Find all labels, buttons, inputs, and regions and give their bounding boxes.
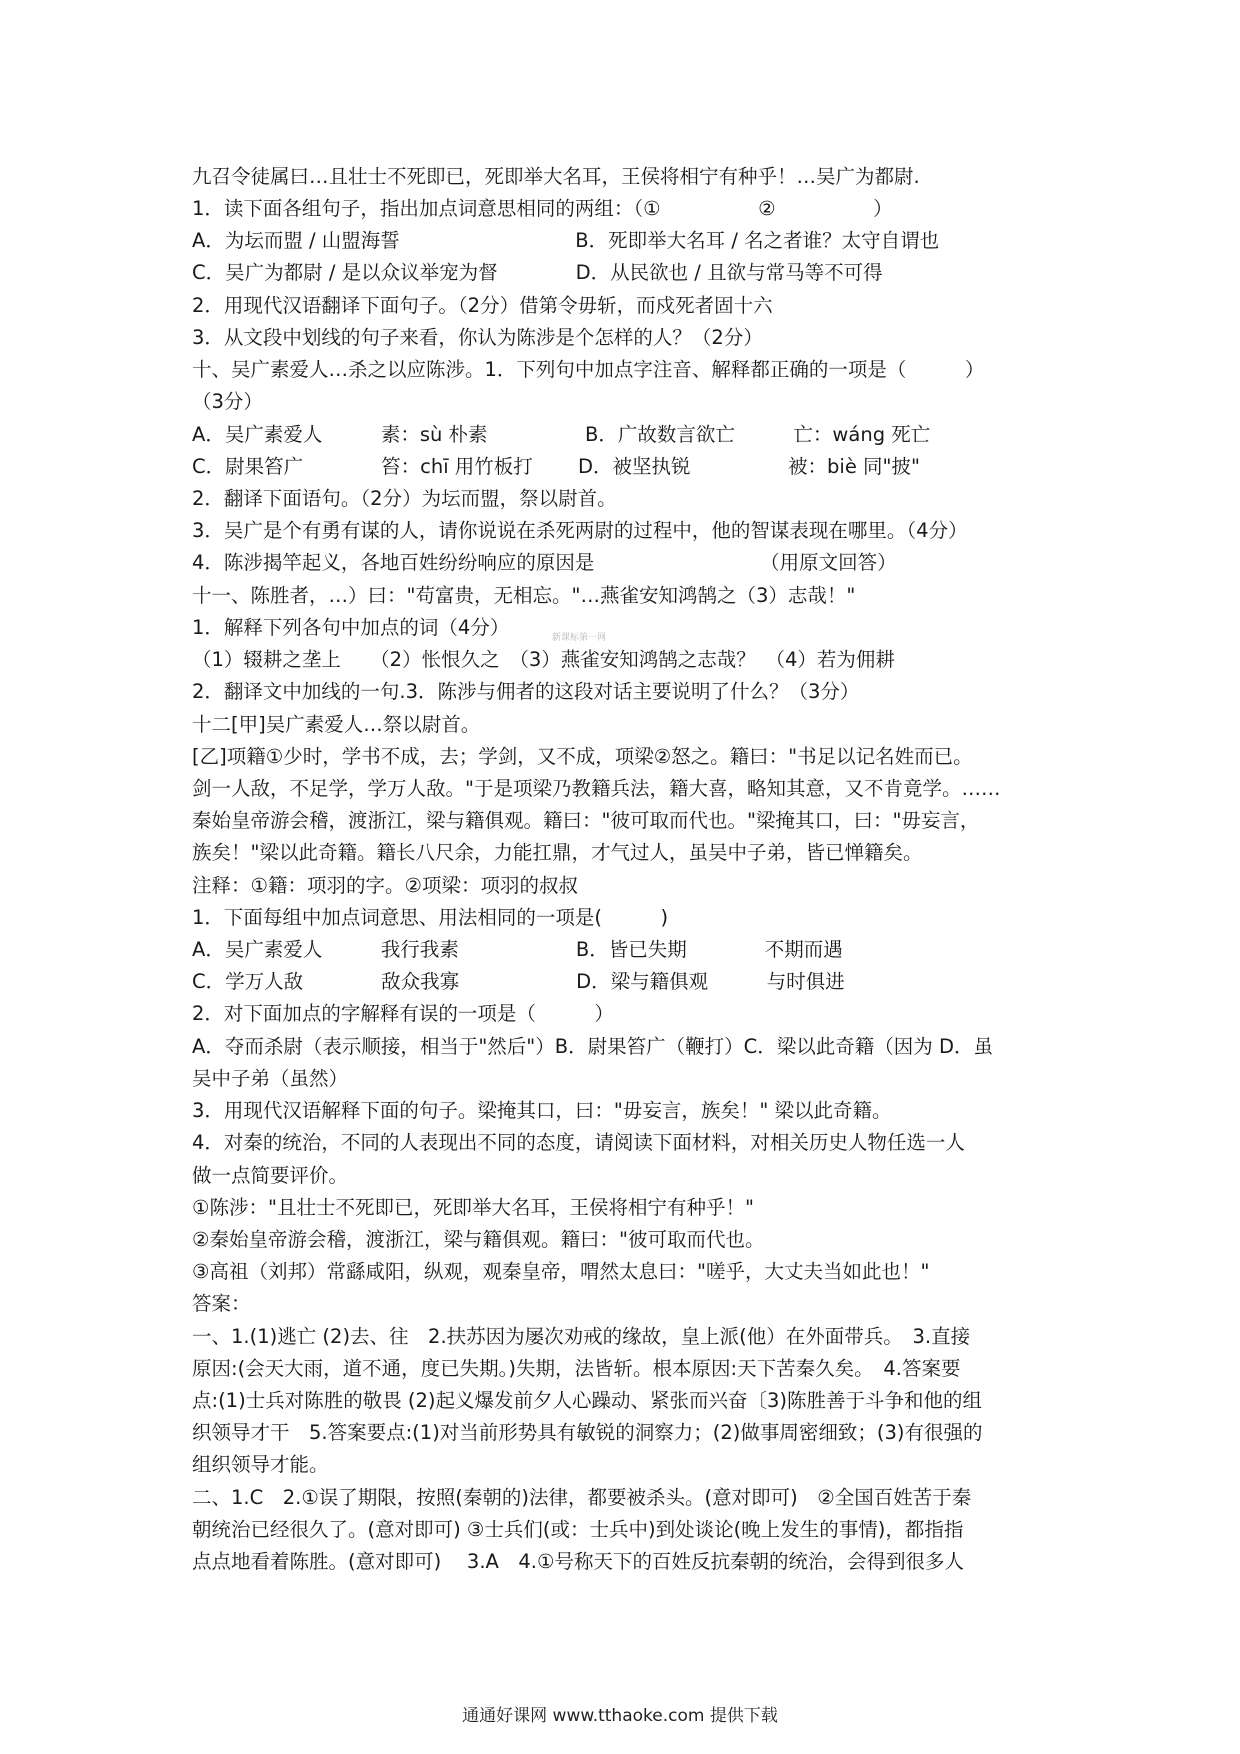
text-line: 4．陈涉揭竿起义，各地百姓纷纷响应的原因是 （用原文回答） (192, 551, 897, 574)
text-line: 3．从文段中划线的句子来看，你认为陈涉是个怎样的人？（2分） (192, 326, 763, 349)
text-line: 注释：①籍：项羽的字。②项梁：项羽的叔叔 (192, 874, 578, 897)
text-line: 1．解释下列各句中加点的词（4分） (192, 616, 510, 639)
text-line: 3．吴广是个有勇有谋的人，请你说说在杀死两尉的过程中，他的智谋表现在哪里。（4分） (192, 519, 968, 542)
text-line: ③高祖（刘邦）常繇咸阳，纵观，观秦皇帝，喟然太息曰："嗟乎，大丈夫当如此也！" (192, 1260, 930, 1283)
text-line: 十、吴广素爱人…杀之以应陈涉。1．下列句中加点字注音、解释都正确的一项是（ ） (192, 358, 985, 381)
text-line: A．吴广素爱人 素：sù 朴素 B．广故数言欲亡 亡：wáng 死亡 (192, 423, 931, 446)
text-line: C．学万人敌 敌众我寡 D．梁与籍俱观 与时俱进 (192, 970, 845, 993)
text-line: 一、1.(1)逃亡 (2)去、往 2.扶苏因为屡次劝戒的缘故，皇上派(他）在外面带兵。 3.直接 (192, 1325, 971, 1348)
text-line: 十一、陈胜者，…）曰："苟富贵，无相忘。"…燕雀安知鸿鹄之（3）志哉！" (192, 584, 856, 607)
text-line: A．夺而杀尉（表示顺接，相当于"然后"）B．尉果笞广（鞭打）C．梁以此奇籍（因为 D．虽 (192, 1035, 993, 1058)
text-line: 族矣！"梁以此奇籍。籍长八尺余，力能扛鼎，才气过人，虽吴中子弟，皆已惮籍矣。 (192, 841, 923, 864)
text-line: A．为坛而盟 / 山盟海誓 B．死即举大名耳 / 名之者谁？太守自谓也 (192, 229, 940, 252)
text-line: 3．用现代汉语解释下面的句子。梁掩其口，曰："毋妄言，族矣！" 梁以此奇籍。 (192, 1099, 892, 1122)
text-line: （1）辍耕之垄上 （2）怅恨久之 （3）燕雀安知鸿鹄之志哉？ （4）若为佣耕 (192, 648, 895, 671)
text-line: 2．用现代汉语翻译下面句子。（2分）借第令毋斩，而戍死者固十六 (192, 294, 773, 317)
text-line: 2．翻译下面语句。（2分）为坛而盟，祭以尉首。 (192, 487, 617, 510)
text-line: 做一点简要评价。 (192, 1164, 349, 1187)
text-line: 十二[甲]吴广素爱人…祭以尉首。 (192, 713, 481, 736)
text-line: 1．读下面各组句子，指出加点词意思相同的两组：（① ② ） (192, 197, 893, 220)
text-line: 秦始皇帝游会稽，渡浙江，梁与籍俱观。籍曰："彼可取而代也。"梁掩其口，曰："毋妄言， (192, 809, 980, 832)
watermark-stamp: 新课标第一网 (552, 633, 607, 643)
text-line: 吴中子弟（虽然） (192, 1067, 349, 1090)
text-line: 剑一人敌，不足学，学万人敌。"于是项梁乃教籍兵法，籍大喜，略知其意，又不肯竟学。…… (192, 777, 1001, 800)
text-line: 九召令徒属曰…且壮士不死即已，死即举大名耳，王侯将相宁有种乎！…吴广为都尉. (192, 165, 920, 188)
text-line: 二、1.C 2.①误了期限，按照(秦朝的)法律，都要被杀头。(意对即可) ②全国百姓苦于秦 (192, 1486, 972, 1509)
text-line: 点点地看着陈胜。(意对即可) 3.A 4.①号称天下的百姓反抗秦朝的统治，会得到很多人 (192, 1550, 964, 1573)
text-line: ②秦始皇帝游会稽，渡浙江，梁与籍俱观。籍曰："彼可取而代也。 (192, 1228, 765, 1251)
text-line: 2．翻译文中加线的一句.3．陈涉与佣者的这段对话主要说明了什么？（3分） (192, 680, 860, 703)
text-line: C．吴广为都尉 / 是以众议举宠为督 D．从民欲也 / 且欲与常马等不可得 (192, 261, 883, 284)
text-line: 答案： (192, 1292, 251, 1315)
text-line: A．吴广素爱人 我行我素 B．皆已失期 不期而遇 (192, 938, 843, 961)
text-line: 织领导才干 5.答案要点:(1)对当前形势具有敏锐的洞察力；(2)做事周密细致；(3)有很强的 (192, 1421, 983, 1444)
text-line: C．尉果笞广 笞：chī 用竹板打 D．被坚执锐 被：biè 同"披" (192, 455, 920, 478)
text-line: [乙]项籍①少时，学书不成，去；学剑，又不成，项梁②怒之。籍曰："书足以记名姓而已。 (192, 745, 973, 768)
text-line: 朝统治已经很久了。(意对即可) ③士兵们(或：士兵中)到处谈论(晚上发生的事情)，都指指 (192, 1518, 964, 1541)
text-line: 点:(1)士兵对陈胜的敬畏 (2)起义爆发前夕人心躁动、紧张而兴奋〔3)陈胜善于斗争和他的组 (192, 1389, 983, 1412)
text-line: （3分） (192, 390, 263, 413)
text-line: 组织领导才能。 (192, 1453, 329, 1476)
text-line: ①陈涉："且壮士不死即已，死即举大名耳，王侯将相宁有种乎！" (192, 1196, 754, 1219)
text-line: 1．下面每组中加点词意思、用法相同的一项是( ) (192, 906, 669, 929)
page-footer: 通通好课网 www.tthaoke.com 提供下载 (462, 1706, 778, 1726)
text-line: 4．对秦的统治，不同的人表现出不同的态度，请阅读下面材料，对相关历史人物任选一人 (192, 1131, 965, 1154)
text-line: 2．对下面加点的字解释有误的一项是（ ） (192, 1002, 614, 1025)
text-line: 原因:(会天大雨，道不通，度已失期。)失期，法皆斩。根本原因:天下苦秦久矣。 4.答案要 (192, 1357, 961, 1380)
